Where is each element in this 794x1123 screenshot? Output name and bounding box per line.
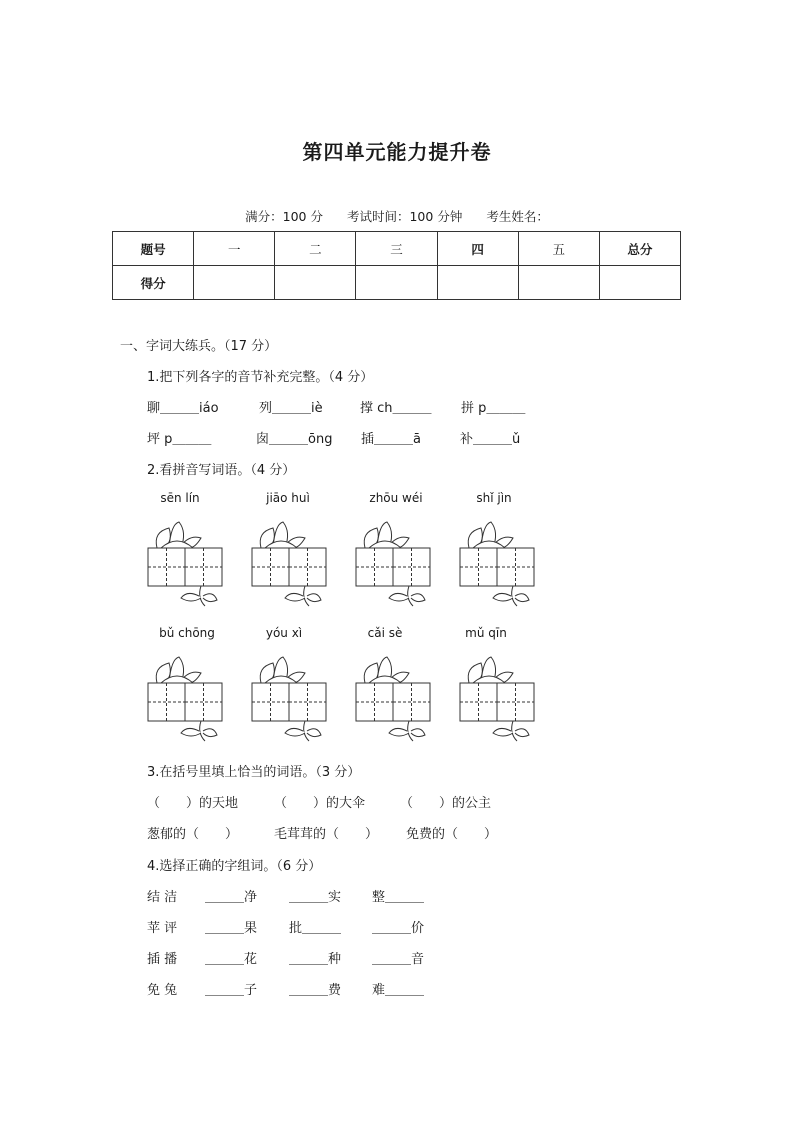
writing-grid[interactable] [455,655,555,745]
score-cell[interactable] [356,266,437,300]
q3-item: 毛茸茸的（ ） [274,827,379,842]
pinyin-label: bǔ chōng [159,626,215,640]
score-cell[interactable] [518,266,599,300]
q3-title: 3.在括号里填上恰当的词语。（3 分） [147,765,361,780]
q4-blank: ＿＿＿价 [372,921,425,936]
q1-item: 补＿＿＿ǔ [460,432,521,447]
score-table [112,231,681,300]
writing-grid[interactable] [143,520,243,610]
q3-item: （ ）的公主 [400,796,492,811]
q1-item: 拼 p＿＿＿ [461,401,526,416]
q4-blank: ＿＿＿果 [205,921,258,936]
section1-title: 一、字词大练兵。（17 分） [120,339,278,354]
header-cell: 四 [437,232,518,266]
q1-item: 坪 p＿＿＿ [147,432,212,447]
header-cell: 一 [194,232,275,266]
q4-title: 4.选择正确的字组词。（6 分） [147,859,322,874]
score-cell[interactable] [194,266,275,300]
header-cell: 二 [275,232,356,266]
score-cell[interactable] [599,266,680,300]
writing-grid[interactable] [351,520,451,610]
q4-blank: ＿＿＿费 [289,983,342,998]
q1-item: 撑 ch＿＿＿ [360,401,432,416]
q3-item: （ ）的天地 [147,796,239,811]
q3-item: 免费的（ ） [406,827,498,842]
q4-chars: 结 洁 [147,890,178,905]
header-cell: 三 [356,232,437,266]
header-cell: 总分 [599,232,680,266]
writing-grid[interactable] [455,520,555,610]
q3-item: （ ）的大伞 [274,796,366,811]
q1-item: 囱＿＿＿ōng [256,432,333,447]
q1-title: 1.把下列各字的音节补充完整。（4 分） [147,370,374,385]
exam-meta [0,207,794,225]
pinyin-label: sēn lín [160,491,200,505]
header-cell: 题号 [113,232,194,266]
q4-blank: 批＿＿＿ [289,921,342,936]
pinyin-label: zhōu wéi [369,491,423,505]
pinyin-label: jiāo huì [266,491,310,505]
score-table-header-row [113,232,681,266]
writing-grid[interactable] [351,655,451,745]
pinyin-label: cǎi sè [367,626,403,640]
page-title: 第四单元能力提升卷 [302,140,492,164]
score-cell[interactable] [275,266,356,300]
q4-blank: ＿＿＿实 [289,890,342,905]
q4-blank: ＿＿＿净 [205,890,258,905]
writing-grid[interactable] [247,655,347,745]
q4-chars: 苹 评 [147,921,178,936]
q4-blank: 整＿＿＿ [372,890,425,905]
q4-blank: ＿＿＿花 [205,952,258,967]
q3-item: 葱郁的（ ） [147,827,239,842]
pinyin-label: mǔ qīn [465,626,507,640]
q1-item: 聊＿＿＿iáo [147,401,219,416]
q4-blank: ＿＿＿子 [205,983,258,998]
student-name-label: 考生姓名： [486,209,549,224]
writing-grid[interactable] [247,520,347,610]
q4-blank: ＿＿＿音 [372,952,425,967]
writing-grid[interactable] [143,655,243,745]
score-table-score-row [113,266,681,300]
q2-title: 2.看拼音写词语。（4 分） [147,463,296,478]
full-score: 满分：100 分 [245,209,323,224]
score-cell[interactable] [437,266,518,300]
pinyin-label: shǐ jìn [476,491,512,505]
pinyin-label: yóu xì [265,626,303,640]
exam-time: 考试时间：100 分钟 [346,209,463,224]
row-label: 得分 [113,266,194,300]
q1-item: 列＿＿＿iè [259,401,323,416]
q1-item: 插＿＿＿ā [361,432,421,447]
header-cell: 五 [518,232,599,266]
q4-chars: 免 兔 [147,983,178,998]
q4-blank: ＿＿＿种 [289,952,342,967]
q4-blank: 难＿＿＿ [372,983,425,998]
q4-chars: 插 播 [147,952,178,967]
